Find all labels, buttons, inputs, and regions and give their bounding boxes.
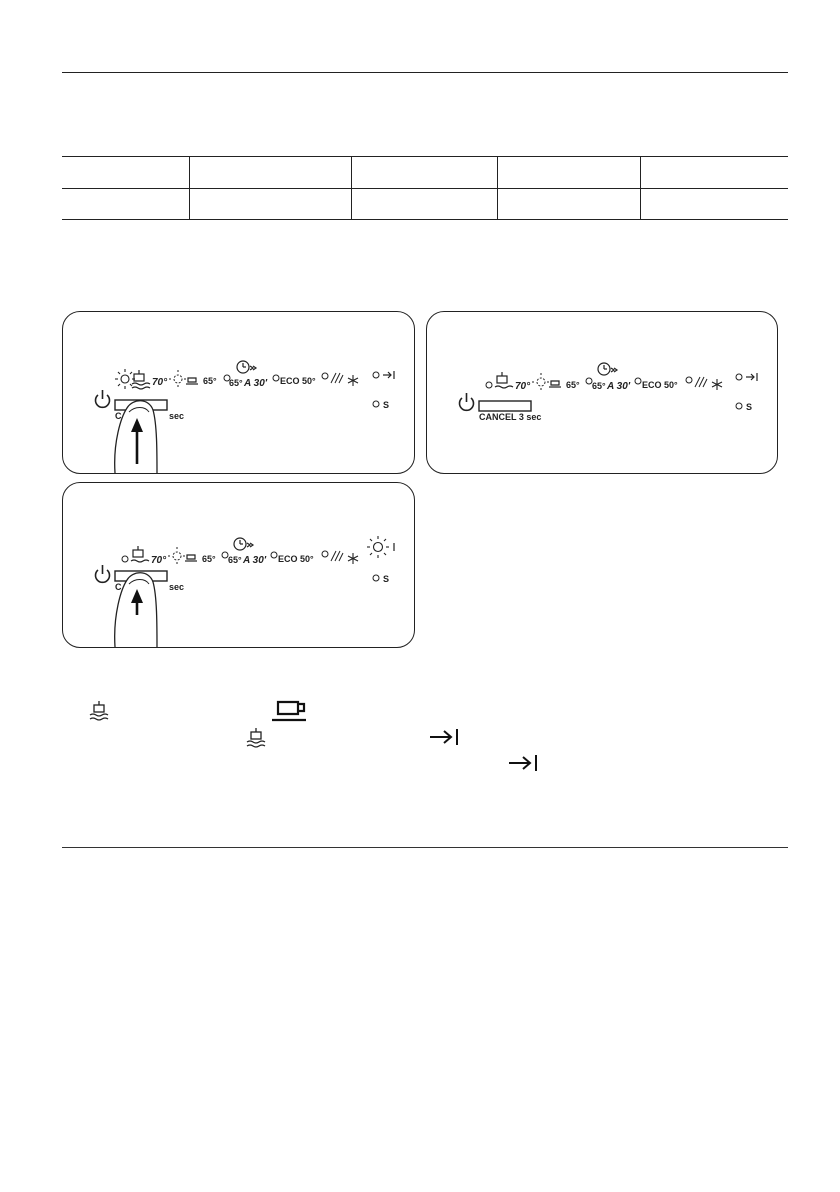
- indicator-light-blink: [168, 547, 186, 565]
- indicator-light: [736, 374, 742, 380]
- cup-icon: [549, 381, 561, 387]
- a30-label: A 30': [607, 381, 631, 392]
- a30-label: A 30': [243, 555, 267, 566]
- indicator-light-blink: [532, 373, 550, 391]
- power-icon: [96, 390, 110, 407]
- indicator-light: [271, 552, 277, 558]
- indicator-light: [736, 403, 742, 409]
- cancel-button[interactable]: [479, 401, 531, 411]
- delay-arrow-icon: [746, 373, 757, 381]
- temp-65a-label: 65°: [228, 555, 242, 565]
- power-icon: [96, 565, 110, 582]
- table-top-rule: [62, 72, 788, 73]
- star-icon: [712, 379, 722, 390]
- indicator-light: [373, 401, 379, 407]
- indicator-light: [686, 377, 692, 383]
- eco-label: ECO 50°: [642, 380, 678, 390]
- power-icon: [460, 393, 474, 410]
- delay-arrow-icon: [383, 371, 394, 379]
- clock-icon: [598, 363, 617, 375]
- a30-label: A 30': [244, 378, 268, 389]
- table-row-rule: [62, 188, 788, 189]
- temp-65a-label: 65°: [229, 378, 243, 388]
- delay-arrow-icon: [507, 753, 541, 773]
- delay-arrow-icon: [428, 727, 462, 747]
- cancel-label-left: C: [115, 411, 122, 421]
- cancel-label-left: C: [115, 582, 122, 592]
- eco-label: ECO 50°: [278, 554, 314, 564]
- glass-icon: [695, 377, 707, 387]
- panel-drawing: [63, 312, 414, 473]
- temp-70-label: 70°: [515, 381, 531, 392]
- indicator-light: [122, 556, 128, 562]
- indicator-light: [322, 551, 328, 557]
- table-col-divider: [189, 156, 190, 220]
- star-icon: [348, 553, 358, 564]
- cup-icon: [185, 555, 197, 561]
- cancel-label-right: sec: [169, 411, 185, 421]
- table-header-rule: [62, 156, 788, 157]
- temp-65-label: 65°: [203, 376, 217, 386]
- indicator-light: [273, 375, 279, 381]
- clock-icon: [237, 361, 256, 373]
- indicator-light: [373, 372, 379, 378]
- pot-icon: [131, 546, 149, 562]
- cancel-label: CANCEL 3 sec: [479, 412, 542, 422]
- salt-icon: S: [383, 574, 390, 584]
- cancel-label-right: sec: [169, 582, 185, 592]
- indicator-light: [373, 575, 379, 581]
- temp-70-label: 70°: [152, 377, 168, 388]
- salt-icon: S: [383, 400, 390, 410]
- table-col-divider: [351, 156, 352, 220]
- control-panel-step2: [426, 311, 778, 474]
- table-col-divider: [640, 156, 641, 220]
- glass-icon: [331, 551, 343, 561]
- table-bottom-rule: [62, 219, 788, 220]
- star-icon: [348, 375, 358, 386]
- eco-label: ECO 50°: [280, 376, 316, 386]
- indicator-light: [322, 373, 328, 379]
- indicator-light: [635, 378, 641, 384]
- salt-icon: S: [746, 402, 753, 412]
- clock-icon: [234, 538, 253, 550]
- indicator-light-blink: [115, 369, 135, 389]
- data-table: [62, 72, 788, 220]
- indicator-light: [486, 382, 492, 388]
- control-panel-step1: [62, 311, 415, 474]
- glass-icon: [331, 373, 343, 383]
- pot-icon: [245, 727, 267, 749]
- cup-icon: [186, 378, 198, 384]
- indicator-light-blink: [169, 370, 187, 388]
- temp-65-label: 65°: [202, 554, 216, 564]
- indicator-light-blink: [367, 536, 389, 558]
- panel-drawing: [63, 483, 414, 647]
- table-col-divider: [497, 156, 498, 220]
- control-panel-step3: [62, 482, 415, 648]
- panel-drawing: [427, 312, 777, 473]
- pot-icon: [88, 700, 110, 722]
- temp-65-label: 65°: [566, 380, 580, 390]
- section-divider: [62, 847, 788, 848]
- cup-icon: [270, 699, 310, 723]
- temp-70-label: 70°: [151, 555, 167, 566]
- pot-icon: [495, 372, 513, 388]
- temp-65a-label: 65°: [592, 381, 606, 391]
